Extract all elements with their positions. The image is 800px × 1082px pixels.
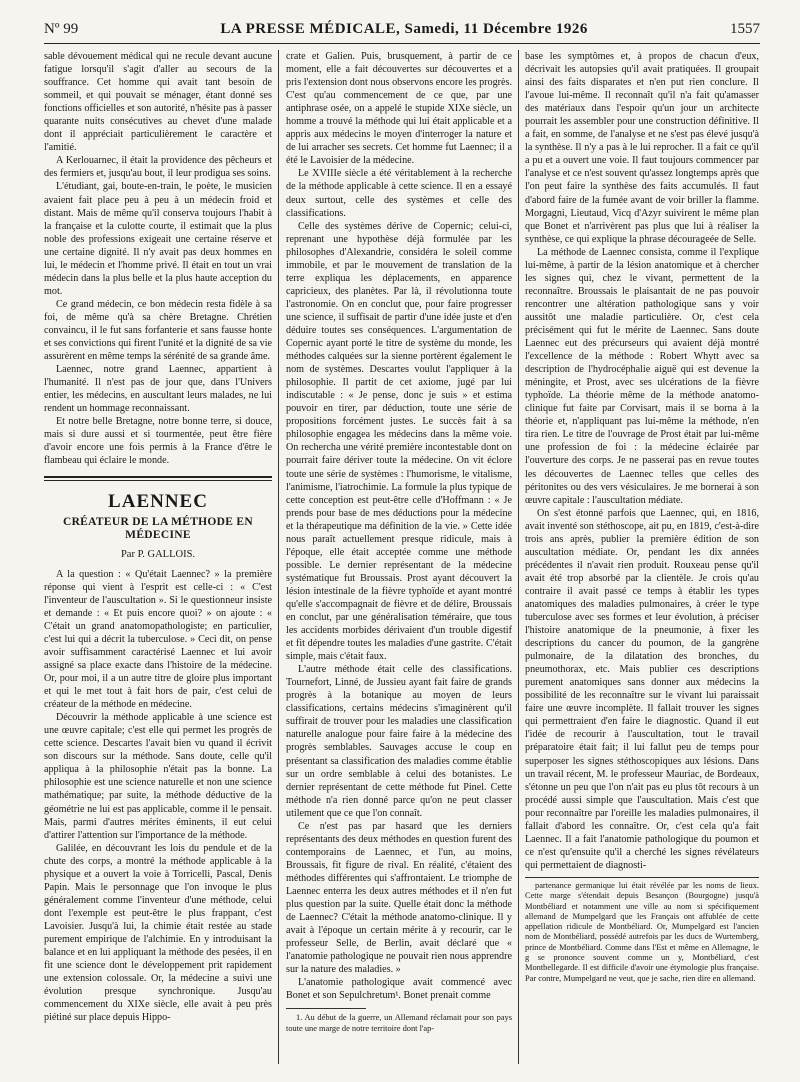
paragraph: A Kerlouarnec, il était la providence des pêcheurs et des fermiers et, jusqu'au bout, il leur prodigua ses soins. [44, 155, 272, 180]
footnote-continuation: partenance germanique lui était révélée par les noms de lieux. Cette marge s'étendait depuis Besançon (Bourgogne) jusqu'à Montbéliard et notamment une ville au nom si spécifiquement allemand de Mumpelgard que les Français ont affublée de cette appellation ridicule de Montbéliard. Or, Mumpelgard est l'ancien nom de Montbéliard, possédé autrefois par les ducs de Wurtemberg, prince de Montbéliard. Comme dans l'Est et même en Allemagne, le g se prononce souvent comme un y, Montbéliard, c'est Montbellegarde. Il est difficile d'avoir une étymologie plus française. Par contre, Mumpelgard ne veut, que je sache, rien dire en allemand. [525, 880, 759, 983]
paragraph: Découvrir la méthode applicable à une science est une œuvre capitale; c'est elle qui permet les progrès de cette science. Descartes l'avait bien vu quand il écrivit son discours sur la méthode. Sans doute, celle qu'il appliqua à la philosophie n'était pas la bonne. La philosophie est une science naturelle et non une science mathématique; par suite, la méthode déductive de la géométrie ne lui est pas applicable, comme il le pensait. Mais, parmi d'autres mérites éminents, il eut celui d'attirer l'attention sur l'importance de la méthode. [44, 712, 272, 841]
paragraph: On s'est étonné parfois que Laennec, qui, en 1816, avait inventé son stéthoscope, ait pu, en 1819, c'est-à-dire trois ans après, publier la première édition de son auscultation médiate. Or, pendant les dix années précédentes il n'avait rien produit. Rouxeau pense qu'il avait été trop absorbé par la clientèle. Je crois qu'au contraire il avait passé ce temps à établir les types anatomiques des maladies pulmonaires, à créer le type tuberculose avec ses formes et leur évolution, à préciser l'histoire anatomique de la pneumonie, à fixer les descriptions du cancer du poumon, de la gangrène pulmonaire, de la dilatation des bronches, du pneumothorax, etc. Mais publier ces descriptions purement anatomiques sans donner aux médecins la possibilité de les reconnaître sur le vivant lui paraissait faire une œuvre incomplète. Il fallait trouver les signes qui permettraient d'en faire le diagnostic. Quand il eut l'idée de recourir à l'auscultation, tout le travail préparatoire était fait; il lui fallut peu de temps pour superposer les signes stéthoscopiques aux lésions. Dans un travail récent, M. le professeur Mauriac, de Bordeaux, s'étonne un peu que l'on n'ait pas eu plus tôt recours à un procédé aussi simple que l'auscultation. Mais c'est que pour reconnaître par l'oreille les maladies pulmonaires, il fallait d'abord les connaître. Or, c'est cela qu'a fait Laennec. Il a fait l'anatomie pathologique du poumon et ce n'est qu'ensuite qu'il a cherché les signes révélateurs qui permettaient de diagnosti- [525, 507, 759, 871]
paragraph: Et notre belle Bretagne, notre bonne terre, si douce, mais si dure aussi et si tourmentée, peut être fière d'avoir encore une fois permis à la France d'être le flambeau qui éclaire le monde. [44, 416, 272, 467]
article-title: LAENNEC [108, 490, 208, 512]
column-1 [44, 50, 272, 1024]
column-divider [278, 50, 279, 1064]
article-subtitle: CRÉATEUR DE LA MÉTHODE EN MÉDECINE [62, 515, 254, 541]
page-number: 1557 [730, 21, 760, 37]
paragraph: Ce grand médecin, ce bon médecin resta fidèle à sa foi, de même qu'à sa chère Bretagne. Chrétien convaincu, il le fut sans forfanterie et sans fausse honte et ses convictions qui firent l'unité et la dignité de sa vie assurèrent en même temps la sérénité de sa grande âme. [44, 298, 272, 363]
column-divider [518, 50, 519, 1064]
article-author: Par P. GALLOIS. [120, 548, 196, 560]
column-2 [286, 50, 512, 1034]
paragraph: base les symptômes et, à propos de chacun d'eux, décrivait les autopsies qu'il avait pratiquées. Il groupait ainsi des faits disparates et n'en put rien conclure. Il l'avoue lui-même. Il reconnaît qu'il n'a fait qu'amasser des matériaux dans l'espoir qu'un jour un architecte pourrait les assembler pour une construction définitive. Il a fait, en somme, de l'analyse et ne s'est pas élevé jusqu'à la synthèse. Il n'y a pas à le lui reprocher. Il a fait ce qu'il a pu et a ouvert une voie. Il faut toujours commencer par l'analyse et ce n'est souvent qu'assez longtemps après que l'on peut faire la synthèse des faits accumulés. Il faut d'abord faire de la fumée avant de voir briller la flamme. Morgagni, Lieutaud, Vicq d'Azyr suivirent le même plan que Bonet et n'arrivèrent pas plus que lui à réaliser la synthèse, ce qui explique la phrase décourageée de Selle. [525, 51, 759, 245]
paragraph: crate et Galien. Puis, brusquement, à partir de ce moment, elle a fait découvertes sur découvertes et a pris l'extension dont nous observons encore les progrès. C'est qu'au commencement de ce que, par une antiphrase osée, on a appelé le stupide XIXe siècle, un homme a trouvé la méthode qui lui était applicable et a appris aux médecins le moyen d'interroger la nature et de lui arracher ses secrets. Cet homme fut Laennec; il a été le Lavoisier de la médecine. [286, 51, 512, 167]
paragraph: Laennec, notre grand Laennec, appartient à l'humanité. Il n'est pas de jour que, dans l'Univers entier, les médecins, en auscultant leurs malades, ne lui rendent un hommage reconnaissant. [44, 364, 272, 415]
header-rule [44, 43, 760, 44]
issue-number: Nº 99 [44, 21, 79, 37]
paragraph: Ce n'est pas par hasard que les derniers représentants des deux méthodes en question furent des contemporains de Laennec, et l'un, au moins, Broussais, fit figure de rival. En réalité, c'étaient des méthodes différentes qui s'affrontaient. Le triomphe de Laennec enterra les deux autres méthodes et il n'en fut plus question par la suite. Quelle était donc la méthode de Laennec? C'était la méthode anatomo-clinique. Il y avait à l'époque un certain mérite à y recourir, car le professeur Selle, de Berlin, avait déclaré que « l'anatomie pathologique ne pouvait rien nous apprendre sur la nature des maladies. » [286, 820, 512, 976]
paragraph: La méthode de Laennec consista, comme il l'explique lui-même, à partir de la lésion anatomique et à chercher les signes qui, chez le vivant, permettent de la reconnaître. Broussais le plaisantait de ne pas pouvoir rencontrer une altération pathologique sans y voir aussitôt une maladie particulière. Or, c'est cela précisément qui fut le mérite de Laennec. Sans doute Laennec eut des précurseurs qui avaient déjà montré l'excellence de la méthode : Robert Whytt avec sa description de l'hydrocéphalie aiguë qui est devenue la méningite, et Prost, avec ses ulcérations de la fièvre typhoïde. La théorie même de la méthode anatomo-clinique fut faite par Corvisart, mais il se borna à la théorie et, n'appliquant pas lui-même la méthode, n'en tira rien. Le titre de l'ouvrage de Prost était par lui-même une profession de foi : la médecine éclairée par l'ouverture des corps. Je ne passerai pas en revue toutes les découvertes de Laennec telles que celles des péritonites ou des vers vésiculaires. Je me bornerai à son œuvre capitale : l'auscultation médiate. [525, 246, 759, 506]
article-separator [44, 476, 272, 481]
page-header [44, 14, 760, 38]
paragraph: sable dévouement médical qui ne recule devant aucune fatigue lorsqu'il s'agit d'aller au secours de la souffrance. Cet homme qui avait tant besoin de sommeil, et qui pouvait se ménager, étant donné ses fonctions officielles et son autorité, n'hésite pas à passer quarante nuits consécutives au chevet d'une malade dont il appréciait particulièrement le caractère et l'amitié. [44, 51, 272, 154]
paragraph: A la question : « Qu'était Laennec? » la première réponse qui vient à l'esprit est celle-ci : « C'est l'inventeur de l'auscultation ». Si le questionneur insiste et demande : « Et puis encore quoi? » on ajoute : « C'était un grand anatomopathologiste; en particulier, c'est lui qui a décrit la tuberculose. » Ceci dit, on pense avoir suffisamment caractérisé Laennec et lui avoir assigné sa place exacte dans l'histoire de la médecine. Or, pour moi, il a un autre titre de gloire plus important et qui le met tout à fait hors de pair, c'est celui de créateur de la méthode en médecine. [44, 568, 272, 711]
paragraph: L'autre méthode était celle des classifications. Tournefort, Linné, de Jussieu ayant fait faire de grands progrès à la botanique au moyen de leurs classifications, certains médecins s'imaginèrent qu'il suffirait de trouver pour les maladies une classification naturelle analogue pour faire faire à la médecine des progrès semblables. Sauvages accuse le coup en présentant sa classification des maladies comme établie sur un ordre semblable à celui des botanistes. Le dernier représentant de cette méthode fut Pinel. Cette méthode n'a rien donné parce qu'on ne peut classer utilement que ce que l'on connaît. [286, 664, 512, 819]
column-3 [525, 50, 759, 984]
paragraph: Galilée, en découvrant les lois du pendule et de la chute des corps, a montré la méthode applicable à la physique et a ouvert la voie à Torricelli, Pascal, Denis Papin. Mais le personnage que l'on invoque le plus généralement comme l'inventeur d'une méthode, celui dont l'exemple est peut-être le plus frappant, c'est Lavoisier. Jusqu'à lui, la chimie était restée au stade purement empirique de l'alchimie. En y introduisant la balance et en lui appliquant la méthode des pesées, il en fit une science dont le développement prit rapidement une extension colossale. Or, la médecine a suivi une évolution presque synchronique. Jusqu'au commencement du XIXe siècle, elle avait à peu près piétiné sur place depuis Hippo- [44, 842, 272, 1024]
paragraph: Celle des systèmes dérive de Copernic; celui-ci, reprenant une hypothèse déjà formulée par les philosophes d'Alexandrie, considéra le soleil comme immobile, et par le mouvement de translation de la terre expliqua les déplacements, en apparence capricieux, des planètes. Par là, il révolutionna toute l'astronomie. On en conclut que, pour faire progresser une science, il suffisait de partir d'une idée juste et d'en déduire toutes ses conséquences. L'argumentation de Copernic ayant porté le titre de système du monde, les méthodes calquées sur la sienne portèrent également le nom de systèmes. Descartes voulut l'appliquer à la philosophie. Il partit de cet axiome, jugé par lui indiscutable : « Je pense, donc je suis » et estima pouvoir en tirer, par déduction, toute une série de propositions forcément justes. Le succès fait à sa philosophie engagea les médecins dans la même voie. On rechercha une vérité première incontestable dont on pourrait faire dériver toute la médecine. On vit éclore toute une série de systèmes : l'humorisme, le vitalisme, l'animisme, l'iatrochimie. La formule la plus typique de cette conception est peut-être celle d'Hoffmann : « Je prends pour base de mes déductions pour la médecine et la thérapeutique ma définition de la vie. » Cette idée nous paraît actuellement presque ridicule, mais à l'époque, elle était acceptée comme une méthode possible. Le dernier représentant de la médecine systématique fut Broussais. Prost ayant découvert la lésion intestinale de la fièvre typhoïde et ayant montré qu'elle s'accompagnait de fièvre et de délire, Broussais en conclut, par une généralisation téméraire, que tous les accidents morbides dérivaient d'un trouble digestif et fit dépendre toutes les maladies d'une gastrite. C'était simple, mais c'était faux. [286, 220, 512, 663]
running-title: LA PRESSE MÉDICALE, Samedi, 11 Décembre 1926 [220, 21, 588, 37]
paragraph: L'anatomie pathologique avait commencé avec Bonet et son Sepulchretum¹. Bonet prenait comme [286, 977, 512, 1002]
footnote-block [525, 877, 759, 984]
footnote-rule [286, 1008, 366, 1009]
footnote: 1. Au début de la guerre, un Allemand réclamait pour son pays toute une marge de notre territoire dont l'ap- [286, 1013, 512, 1033]
paragraph: Le XVIIIe siècle a été véritablement à la recherche de la méthode applicable à cette science. Il en a essayé deux surtout, celle des systèmes et celle des classifications. [286, 168, 512, 219]
paragraph: L'étudiant, gai, boute-en-train, le poète, le musicien avaient fait place peu à peu à un médecin froid et distant. Mais de même qu'il conserva toujours l'habit à la française et la culotte courte, il estimait que la plus noble des professions exigeait une certaine réserve et une certaine dignité. Il n'y avait pas deux hommes en lui, le médecin et l'homme privé. Il était en tout un vrai médecin dans la plus belle et la plus haute acception du mot. [44, 181, 272, 297]
